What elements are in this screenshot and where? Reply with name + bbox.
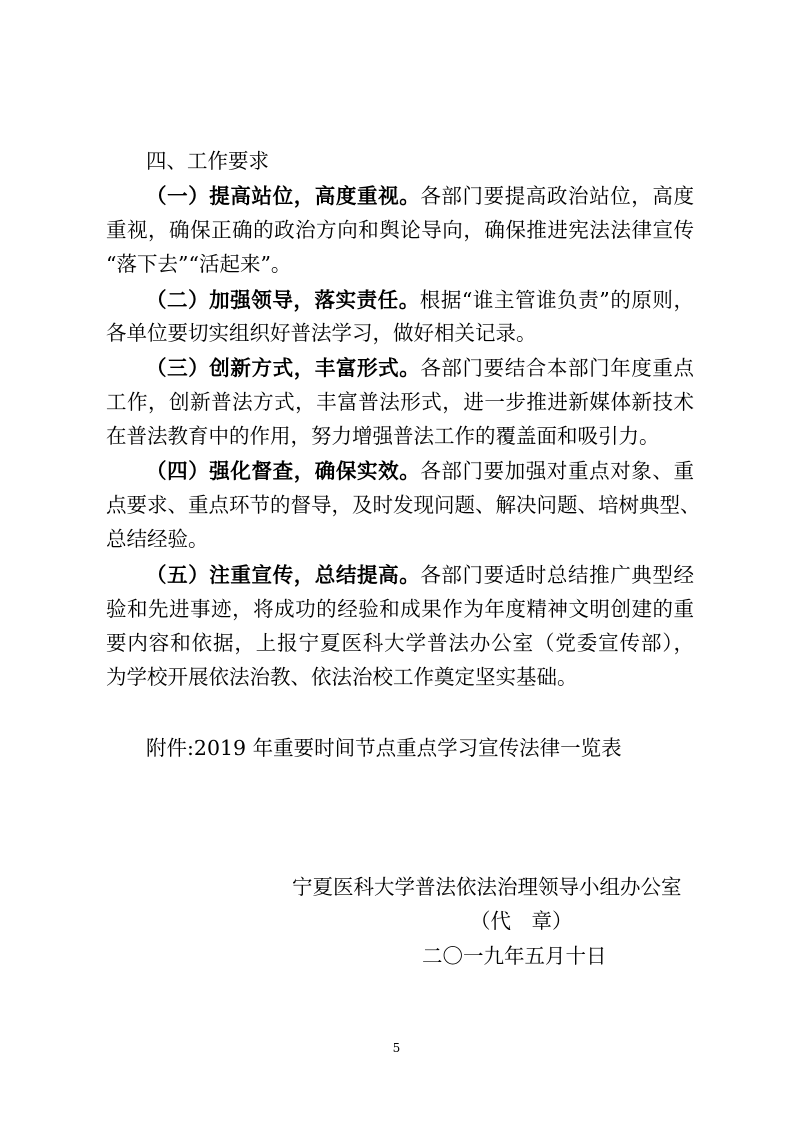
item-heading: （二）加强领导，落实责任。 <box>146 288 420 312</box>
paragraph-text: 各部门要提高政治站位，高度 <box>420 184 695 208</box>
paragraph-text: 根据“谁主管谁负责”的原则， <box>419 288 694 312</box>
paragraph-line <box>146 456 694 486</box>
paragraph-line <box>146 181 694 211</box>
item-heading: （四）强化督查，确保实效。 <box>146 459 421 483</box>
paragraph-line: 点要求、重点环节的督导，及时发现问题、解决问题、培树典型、 <box>106 493 701 517</box>
section-title: 四、工作要求 <box>146 149 269 173</box>
paragraph-line <box>146 560 694 590</box>
paragraph-text: 各部门要适时总结推广典型经 <box>420 563 695 587</box>
paragraph-text: 各部门要结合本部门年度重点 <box>420 356 695 380</box>
paragraph-line <box>146 285 694 315</box>
item-heading: （五）注重宣传，总结提高。 <box>146 563 421 587</box>
item-heading: （三）创新方式，丰富形式。 <box>146 356 421 380</box>
paragraph-line: 重视，确保正确的政治方向和舆论导向，确保推进宪法法律宣传 <box>106 218 694 242</box>
signature-date: 二〇一九年五月十日 <box>422 944 607 968</box>
paragraph-line: 总结经验。 <box>106 527 209 551</box>
signature-org: 宁夏医科大学普法依法治理领导小组办公室 <box>292 875 682 899</box>
paragraph-line: 各单位要切实组织好普法学习，做好相关记录。 <box>106 321 537 345</box>
paragraph-line: 为学校开展依法治教、依法治校工作奠定坚实基础。 <box>106 665 578 689</box>
item-heading: （一）提高站位，高度重视。 <box>146 184 421 208</box>
paragraph-line: 验和先进事迹，将成功的经验和成果作为年度精神文明创建的重 <box>106 597 694 621</box>
signature-seal: （代 章） <box>470 909 573 933</box>
paragraph-line: “落下去”“活起来”。 <box>106 252 292 276</box>
page-number: 5 <box>392 1041 401 1055</box>
paragraph-line: 工作，创新普法方式，丰富普法形式，进一步推进新媒体新技术 <box>106 390 694 414</box>
attachment-note: 附件:2019 年重要时间节点重点学习宣传法律一览表 <box>146 736 622 760</box>
paragraph-text: 各部门要加强对重点对象、重 <box>420 459 695 483</box>
paragraph-line: 在普法教育中的作用，努力增强普法工作的覆盖面和吸引力。 <box>106 424 660 448</box>
paragraph-line <box>146 353 694 383</box>
paragraph-line: 要内容和依据，上报宁夏医科大学普法办公室（党委宣传部）， <box>106 631 694 655</box>
